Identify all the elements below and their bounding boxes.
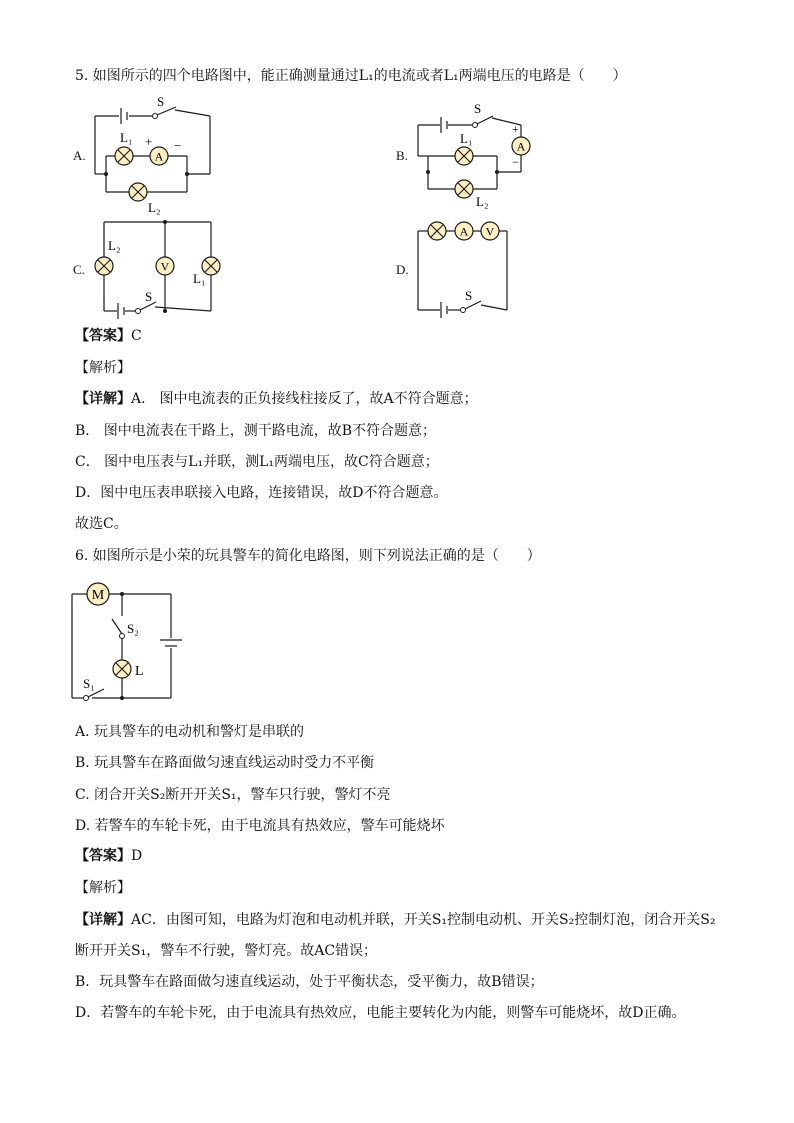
svg-text:L₁: L₁ (120, 130, 133, 145)
q6-detail-line-3: B．玩具警车在路面做匀速直线运动，处于平衡状态，受平衡力，故B错误； (75, 974, 544, 990)
q5-detail-line-3: C． 图中电压表与L₁并联，测L₁两端电压，故C符合题意； (75, 454, 439, 470)
q6-analysis-tag: 【解析】 (75, 880, 131, 896)
q6-option-a: A. 玩具警车的电动机和警灯是串联的 (75, 724, 305, 740)
q6-detail-line-1: 【详解】AC．由图可知，电路为灯泡和电动机并联，开关S₁控制电动机、开关S₂控制灯泡，闭合开关S₂ (75, 912, 716, 928)
q6-stem: 6. 如图所示是小荣的玩具警车的简化电路图，则下列说法正确的是（ ） (75, 548, 541, 564)
svg-text:L₂: L₂ (148, 200, 161, 215)
svg-text:S₂: S₂ (127, 621, 139, 636)
svg-text:L₁: L₁ (460, 131, 473, 146)
svg-text:+: + (512, 122, 519, 136)
s2-switch-blade (112, 619, 122, 634)
svg-text:S: S (145, 289, 153, 304)
q5-option-c-label: C. (73, 262, 85, 277)
q5-answer: 【答案】C (75, 328, 142, 344)
svg-text:A: A (516, 139, 526, 154)
q5-option-d-label: D. (396, 262, 409, 277)
police-car-circuit (72, 583, 182, 701)
q6-option-c: C. 闭合开关S₂断开开关S₁，警车只行驶，警灯不亮 (75, 787, 391, 803)
svg-text:V: V (160, 259, 170, 274)
svg-text:S: S (465, 288, 473, 303)
q5-detail-line-4: D．图中电压表串联接入电路，连接错误，故D不符合题意。 (75, 485, 448, 501)
svg-text:−: − (174, 138, 182, 153)
svg-text:L₁: L₁ (193, 271, 206, 286)
q5-option-a-label: A. (73, 148, 86, 163)
q6-detail-line-2: 断开开关S₁，警车不行驶，警灯亮。故AC错误； (75, 943, 378, 959)
svg-text:M: M (91, 588, 105, 603)
q5-option-b-label: B. (396, 148, 408, 163)
svg-text:S: S (474, 101, 482, 116)
svg-text:A: A (459, 224, 469, 239)
q5-analysis-tag: 【解析】 (75, 360, 131, 376)
q5-detail-line-2: B． 图中电流表在干路上，测干路电流，故B不符合题意； (75, 423, 437, 439)
svg-text:L₂: L₂ (108, 238, 121, 253)
svg-text:L₂: L₂ (476, 194, 489, 209)
q5-conclusion: 故选C。 (75, 516, 128, 532)
q6-detail-line-4: D．若警车的车轮卡死，由于电流具有热效应，电能主要转化为内能，则警车可能烧坏，故D正确。 (75, 1005, 686, 1021)
svg-text:A: A (154, 149, 164, 164)
svg-text:S₁: S₁ (83, 676, 95, 691)
q6-option-b: B. 玩具警车在路面做匀速直线运动时受力不平衡 (75, 755, 375, 771)
svg-text:V: V (485, 224, 495, 239)
q6-option-d: D. 若警车的车轮卡死，由于电流具有热效应，警车可能烧坏 (75, 818, 445, 834)
q5-detail-line-1: 【详解】A． 图中电流表的正负接线柱接反了，故A不符合题意； (75, 391, 478, 407)
svg-text:−: − (512, 155, 519, 169)
q6-answer: 【答案】D (75, 848, 143, 864)
q5-stem: 5. 如图所示的四个电路图中，能正确测量通过L₁的电流或者L₁两端电压的电路是（ ） (75, 68, 627, 84)
switch-label: S (157, 94, 165, 109)
svg-text:L: L (135, 664, 144, 679)
svg-text:+: + (145, 134, 153, 149)
